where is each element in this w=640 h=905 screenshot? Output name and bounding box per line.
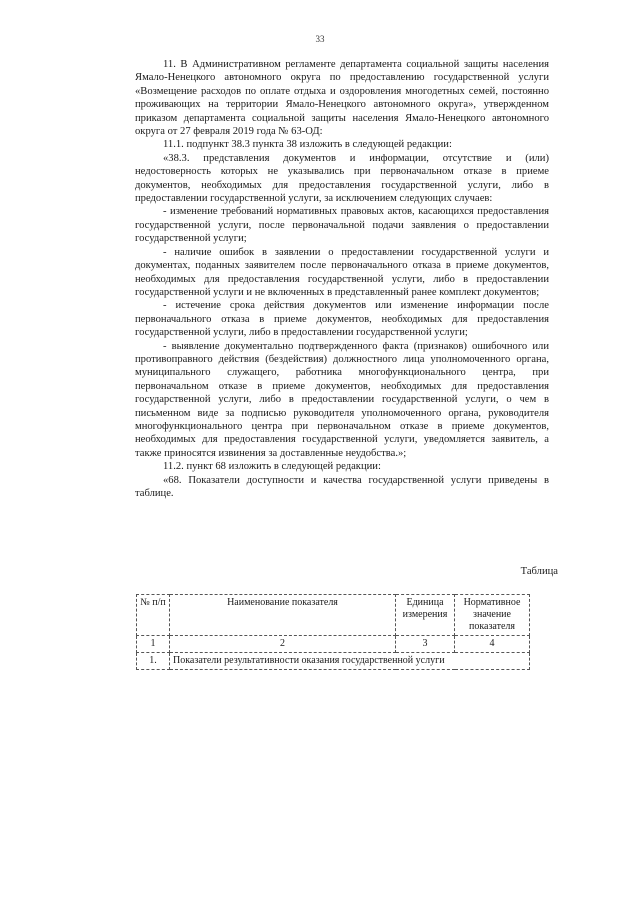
table-caption: Таблица (520, 566, 558, 577)
table-cell: 4 (455, 636, 530, 653)
table-cell-number: 1. (137, 653, 170, 670)
header-unit: Единица измерения (396, 595, 455, 636)
paragraph-38-3: «38.3. представления документов и информации, отсутствие и (или) недостоверность которых не указывались при первоначальном отказе в приеме документов, необходимых для предоставления государственной услуги, либо в предоставлении государственной услуги, за исключением следующих случаев: (135, 152, 549, 205)
table-cell: 3 (396, 636, 455, 653)
table-cell: 1 (137, 636, 170, 653)
table-cell: 2 (170, 636, 396, 653)
header-number: № п/п (137, 595, 170, 636)
table-row (137, 653, 530, 670)
page-number: 33 (315, 34, 325, 44)
document-body (135, 58, 549, 500)
paragraph-amendment-11: 11. В Административном регламенте департамента социальной защиты населения Ямало-Ненецкого автономного округа по предоставлению государственной услуги «Возмещение расходов по оплате отдыха и оздоровления многодетных семей, постоянно проживающих на территории Ямало-Ненецкого автономного округа», утвержденном приказом департамента социальной защиты населения Ямало-Ненецкого автономного округа от 27 февраля 2019 года № 63-ОД: (135, 59, 549, 138)
paragraph-11-1: 11.1. подпункт 38.3 пункта 38 изложить в следующей редакции: (163, 139, 452, 151)
list-item-application-errors: - наличие ошибок в заявлении о предоставлении государственной услуги и документах, поданных заявителем после первоначального отказа в приеме документов, необходимых для предоставления государственной услуги, либо в предоставлении государственной услуги и не включенных в представленный ранее комплект документов; (135, 246, 549, 298)
list-item-official-error: - выявление документально подтвержденного факта (признаков) ошибочного или противоправного действия (бездействия) должностного лица уполномоченного органа, муниципального служащего, работника многофункционального центра, при первоначальном отказе в приеме документов, необходимых для предоставления государственной услуги, либо в предоставлении государственной услуги, о чем в письменном виде за подписью руководителя уполномоченного органа, руководителя многофункционального центра при первоначальном отказе в приеме документов, необходимых для предоставления государственной услуги, уведомляется заявитель, а также приносятся извинения за доставленные неудобства.»; (135, 340, 549, 459)
paragraph-11-2: 11.2. пункт 68 изложить в следующей редакции: (163, 461, 381, 473)
list-item-requirements-change: - изменение требований нормативных правовых актов, касающихся предоставления государственной услуги, после первоначальной подачи заявления о предоставлении государственной услуги; (135, 206, 549, 245)
table-cell-title: Показатели результативности оказания государственной услуги (170, 653, 530, 670)
header-indicator-name: Наименование показателя (170, 595, 396, 636)
table-header-row (137, 595, 530, 636)
indicators-table (136, 594, 530, 670)
header-normative-value: Нормативное значение показателя (455, 595, 530, 636)
paragraph-68: «68. Показатели доступности и качества государственной услуги приведены в таблице. (135, 474, 549, 499)
list-item-documents-expiry: - истечение срока действия документов или изменение информации после первоначального отказа в приеме документов, необходимых для предоставления государственной услуги, либо в предоставлении государственной услуги; (135, 300, 549, 339)
table-numbering-row (137, 636, 530, 653)
